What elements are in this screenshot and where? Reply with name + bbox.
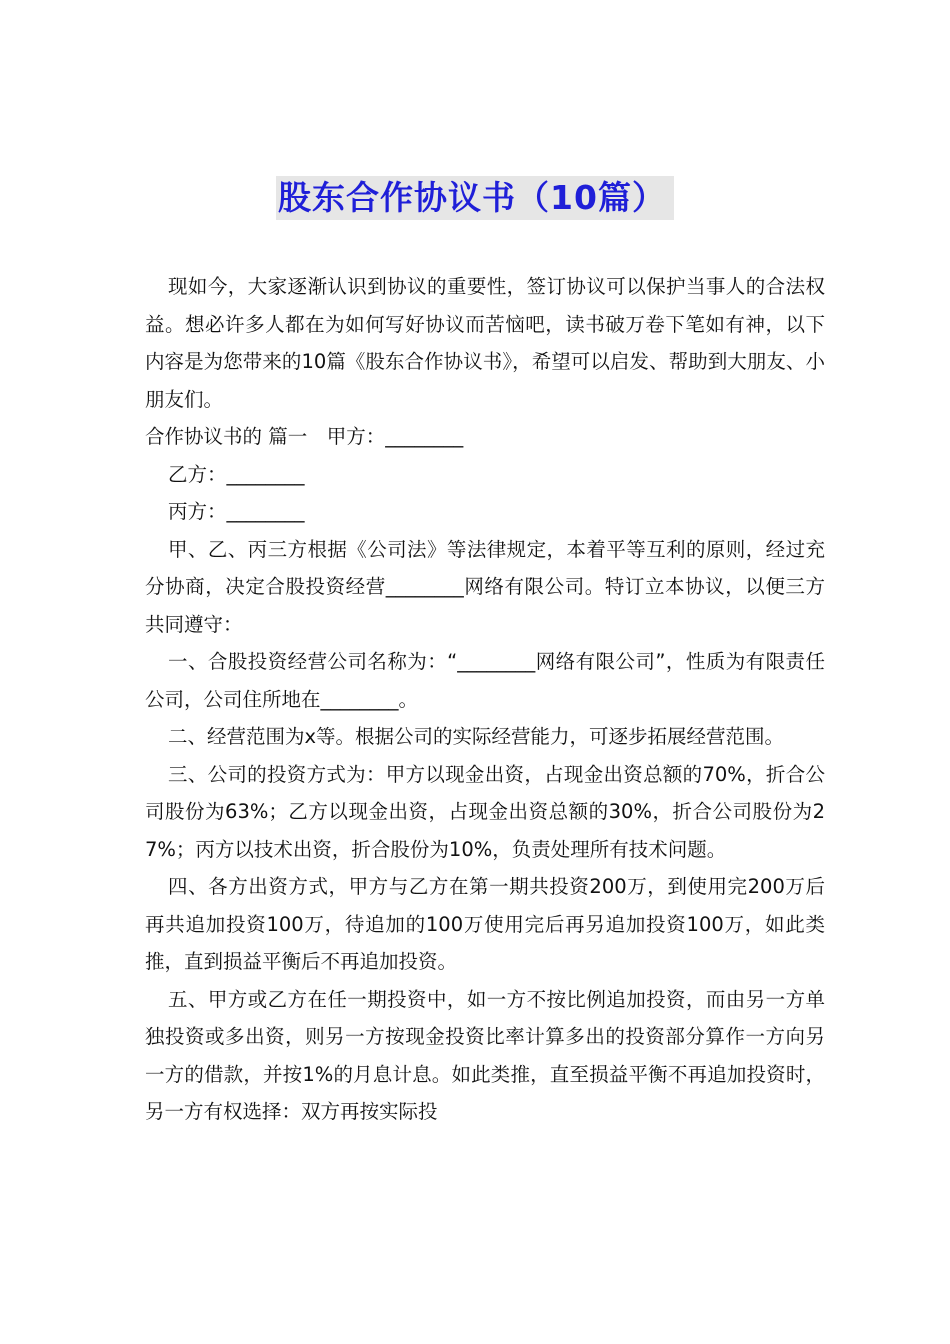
party-b-line: 乙方：________: [168, 462, 305, 486]
party-c-line: 丙方：________: [168, 500, 305, 523]
clause-4-paragraph: 四、各方出资方式，甲方与乙方在第一期共投资200万，到使用完200万后再共追加投资100万，待追加的100万使用完后再另追加投资100万，如此类推，直到损益平衡后不再追加投资。: [145, 875, 825, 973]
intro-paragraph: 现如今，大家逐渐认识到协议的重要性，签订协议可以保护当事人的合法权益。想必许多人都在为如何写好协议而苦恼吧，读书破万卷下笔如有神，以下内容是为您带来的10篇《股东合作协议书》，希望可以启发、帮助到大朋友、小朋友们。: [145, 275, 825, 411]
clause-5-paragraph: 五、甲方或乙方在任一期投资中，如一方不按比例追加投资，而由另一方单独投资或多出资，则另一方按现金投资比率计算多出的投资部分算作一方向另一方的借款，并按1%的月息计息。如此类推，直至损益平衡不再追加投资时，另一方有权选择：双方再按实际投: [145, 987, 825, 1123]
clause-2-paragraph: 二、经营范围为x等。根据公司的实际经营能力，可逐步拓展经营范围。: [168, 725, 785, 748]
title-container: [0, 176, 950, 220]
clause-1-paragraph: 一、合股投资经营公司名称为：“________网络有限公司”，性质为有限责任公司，公司住所地在________。: [145, 650, 825, 711]
preamble-paragraph: 甲、乙、丙三方根据《公司法》等法律规定，本着平等互利的原则，经过充分协商，决定合股投资经营________网络有限公司。特订立本协议，以便三方共同遵守：: [145, 537, 825, 636]
document-title: 股东合作协议书（10篇）: [276, 176, 674, 220]
document-body: [145, 268, 825, 1131]
section-heading-party-a: 合作协议书的 篇一 甲方：________: [145, 425, 464, 448]
clause-3-paragraph: 三、公司的投资方式为：甲方以现金出资，占现金出资总额的70%，折合公司股份为63%；乙方以现金出资，占现金出资总额的30%，折合公司股份为27%；丙方以技术出资，折合股份为10%，负责处理所有技术问题。: [145, 762, 825, 861]
